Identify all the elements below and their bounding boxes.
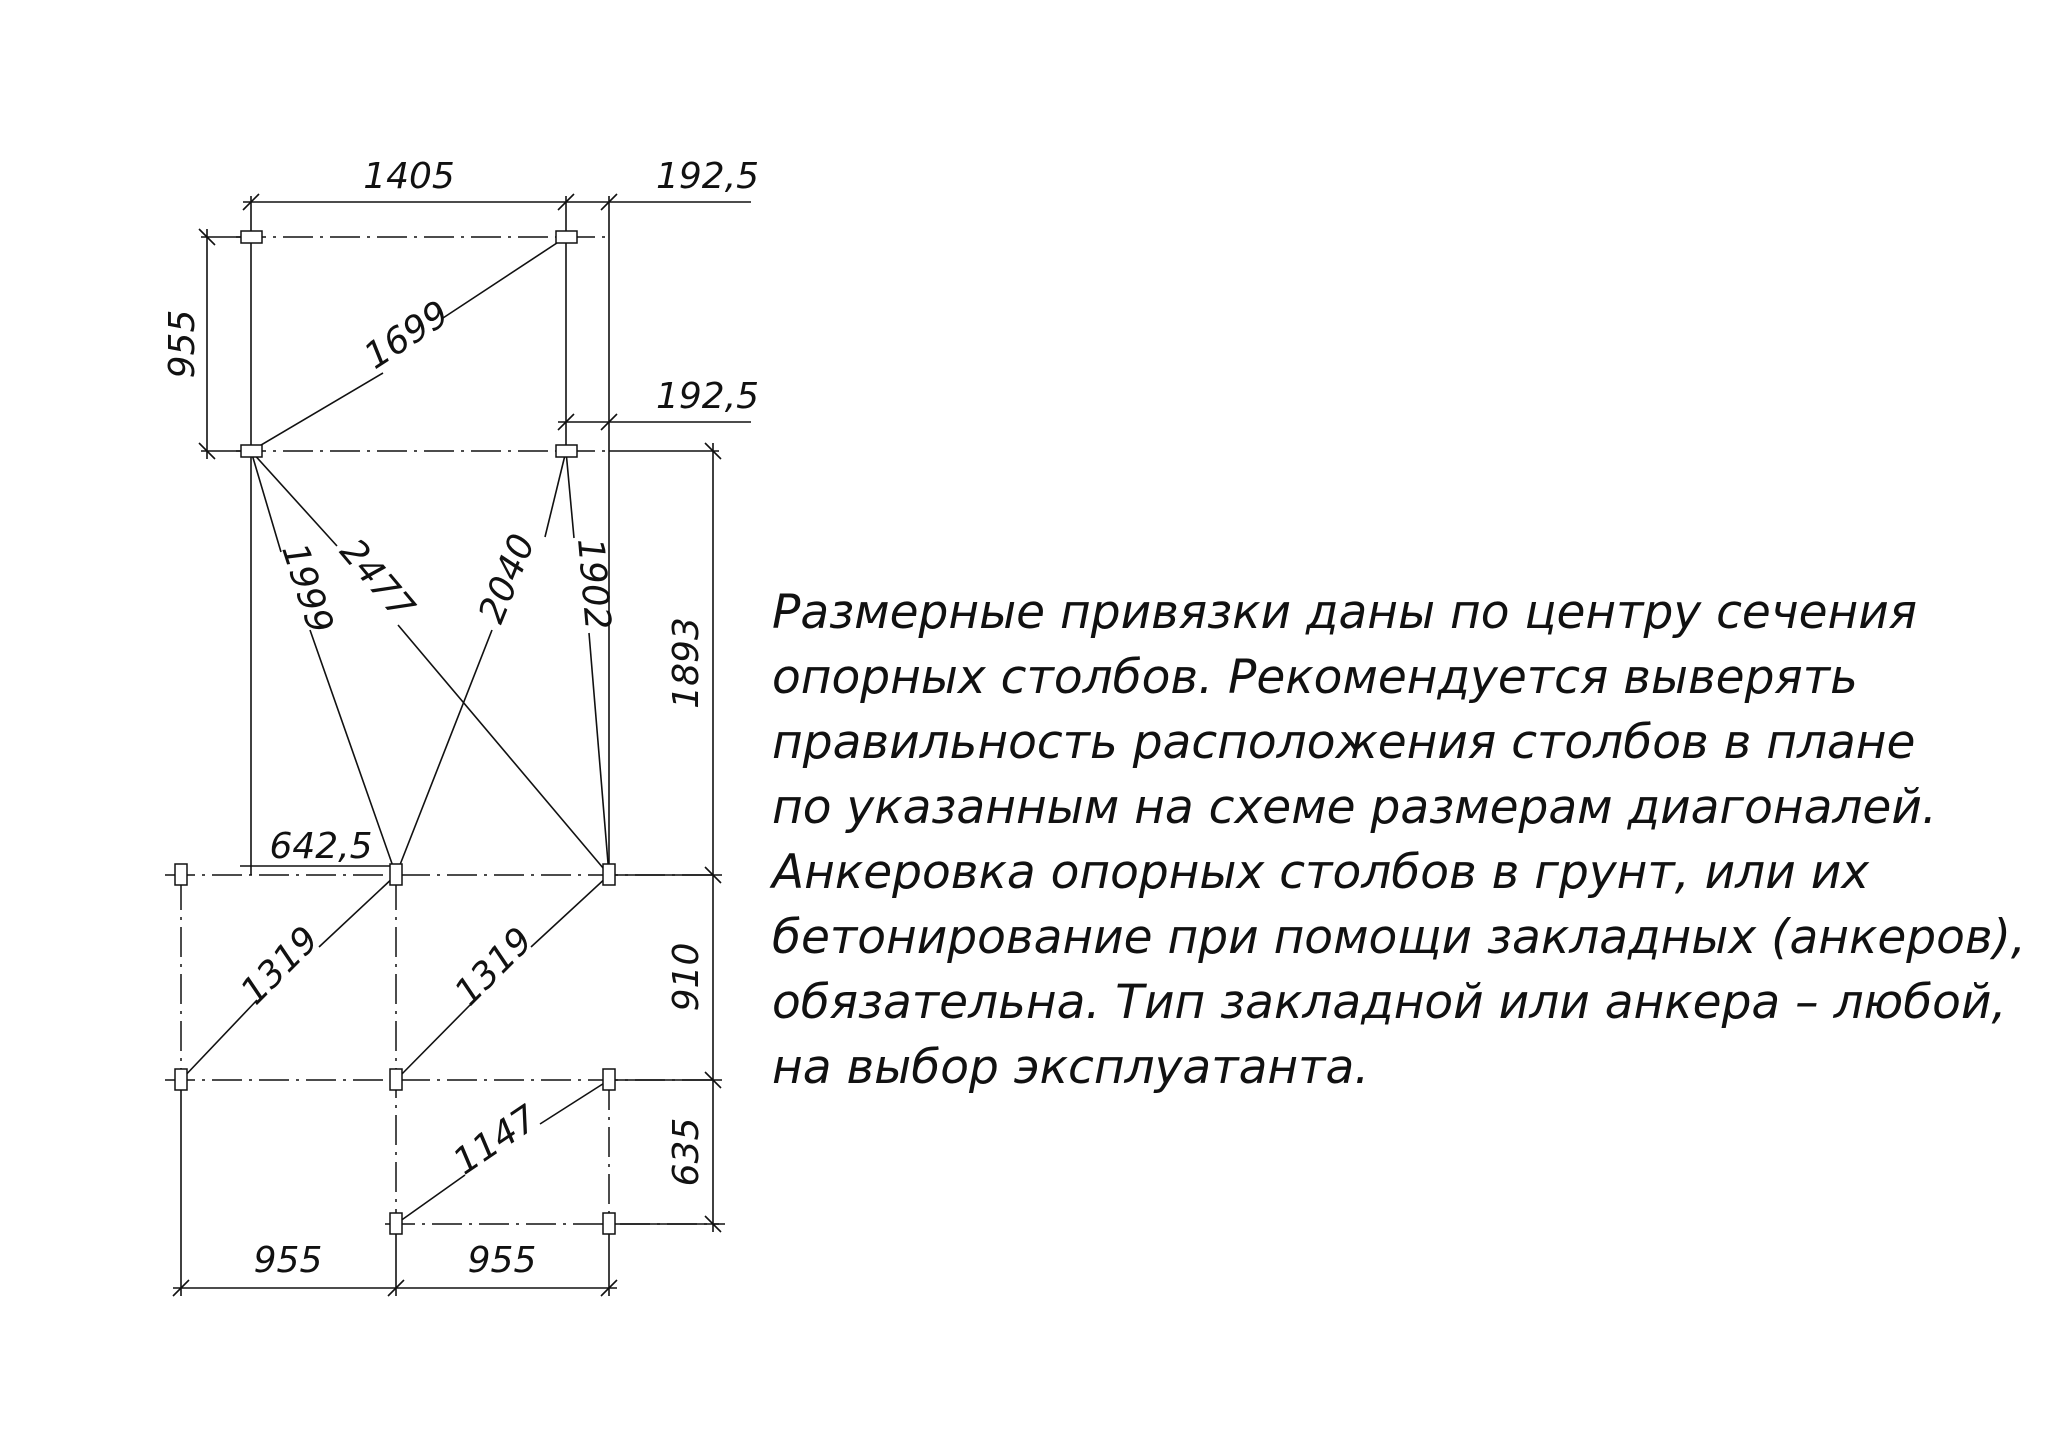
- diag-label-1319-mid: 1319: [446, 919, 541, 1014]
- installation-notes: [772, 580, 2026, 1100]
- note-line: правильность расположения столбов в плане: [772, 715, 1916, 770]
- note-line: по указанным на схеме размерам диагоналей.: [772, 780, 1937, 835]
- diag-label-1147: 1147: [446, 1097, 546, 1184]
- note-line: обязательна. Тип закладной или анкера – любой,: [772, 975, 2007, 1030]
- dim-label-mid-height: 1893: [666, 617, 707, 709]
- note-line: Анкеровка опорных столбов в грунт, или их: [772, 845, 1870, 900]
- post-r3-left: [175, 864, 187, 885]
- post-r3-right: [603, 864, 615, 885]
- diag-1147-b: [540, 1080, 609, 1124]
- post-r1-right: [556, 231, 577, 243]
- post-r3-mid: [390, 864, 402, 885]
- diag-1319-mid-b: [531, 875, 609, 947]
- diag-1319-left-a: [181, 1000, 257, 1080]
- diag-label-1902: 1902: [569, 536, 618, 632]
- note-line: Размерные привязки даны по центру сечения: [772, 585, 1918, 640]
- note-line: опорных столбов. Рекомендуется выверять: [772, 650, 1858, 705]
- diag-1902-b: [589, 633, 609, 875]
- diag-1999-a: [251, 451, 281, 552]
- diag-2477-a: [251, 451, 337, 546]
- diag-label-1699: 1699: [357, 293, 457, 378]
- post-r1-left: [241, 231, 262, 243]
- diag-1319-mid-a: [396, 1003, 472, 1080]
- post-r4-left: [175, 1069, 187, 1090]
- diag-2040-b: [396, 630, 492, 875]
- dim-label-bottom-height: 635: [666, 1117, 707, 1187]
- diag-label-2040: 2040: [471, 528, 544, 629]
- note-line: бетонирование при помощи закладных (анкеров),: [772, 910, 2026, 965]
- post-r4-right: [603, 1069, 615, 1090]
- diag-1699-b: [443, 237, 566, 318]
- diag-label-1999: 1999: [273, 538, 341, 639]
- diag-1699-a: [251, 373, 383, 451]
- diag-label-1319-left: 1319: [232, 918, 327, 1013]
- dim-label-top-width: 1405: [363, 156, 455, 197]
- diag-2040-a: [545, 451, 566, 537]
- axis-lines: [165, 237, 725, 1224]
- note-line: на выбор эксплуатанта.: [772, 1040, 1370, 1095]
- diag-2477-b: [398, 625, 609, 875]
- diag-label-2477: 2477: [331, 531, 422, 628]
- post-r5-right: [603, 1213, 615, 1234]
- dim-label-lower-height: 910: [666, 942, 707, 1012]
- dimension-lines: [173, 194, 751, 1296]
- dim-label-bottom-left: 955: [253, 1240, 323, 1281]
- dim-label-top-offset-1: 192,5: [656, 156, 760, 197]
- dim-label-top-offset-2: 192,5: [656, 376, 760, 417]
- diag-1319-left-b: [319, 875, 396, 947]
- diag-1902-a: [566, 451, 574, 538]
- post-r2-right: [556, 445, 577, 457]
- post-r5-mid: [390, 1213, 402, 1234]
- dim-label-top-height: 955: [162, 309, 203, 379]
- post-r4-mid: [390, 1069, 402, 1090]
- post-r2-left: [241, 445, 262, 457]
- dim-label-mid-offset: 642,5: [269, 826, 373, 867]
- dim-label-bottom-right: 955: [467, 1240, 537, 1281]
- posts: [175, 231, 615, 1234]
- diag-1147-a: [396, 1175, 465, 1224]
